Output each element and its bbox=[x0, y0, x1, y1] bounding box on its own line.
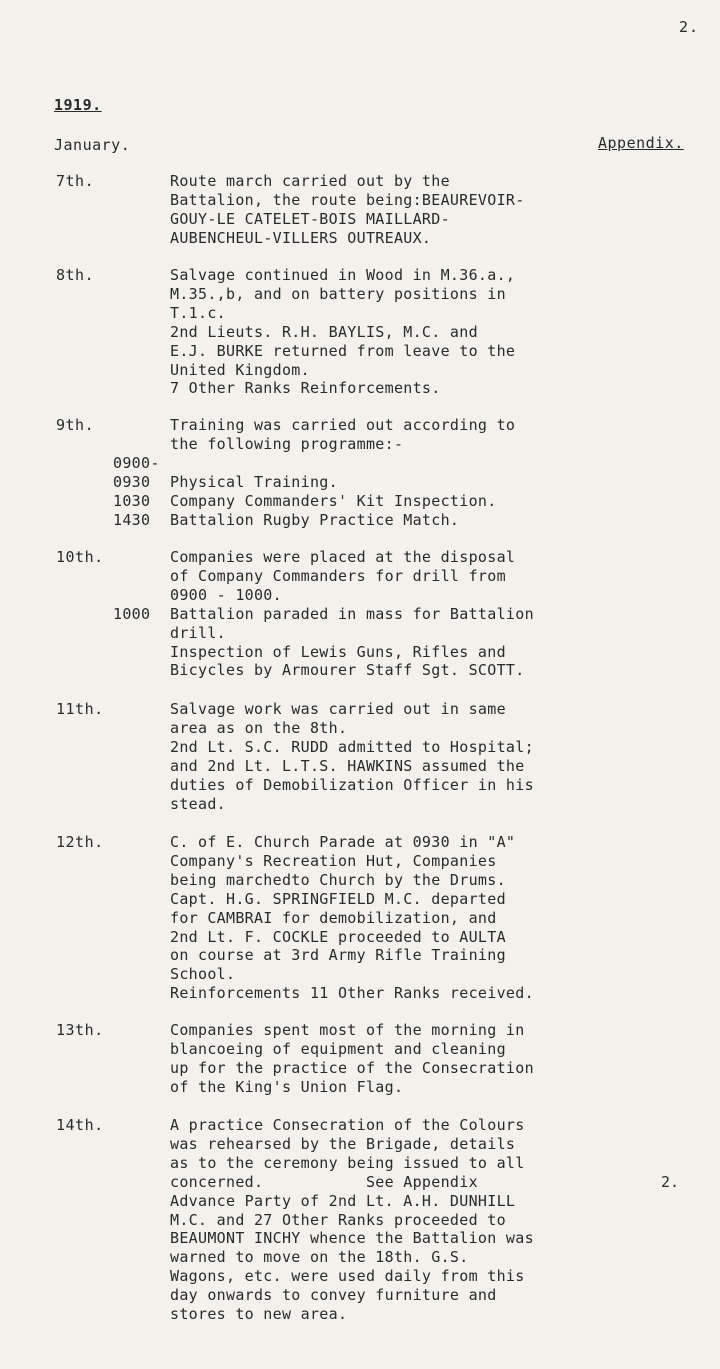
entry-text-line: Capt. H.G. SPRINGFIELD M.C. departed bbox=[170, 889, 506, 908]
entry-text-line: GOUY-LE CATELET-BOIS MAILLARD- bbox=[170, 209, 450, 228]
entry-text-line: Salvage continued in Wood in M.36.a., bbox=[170, 266, 516, 284]
entry-text-line: Training was carried out according to bbox=[170, 416, 516, 434]
entry-text-line: Battalion Rugby Practice Match. bbox=[170, 510, 460, 529]
entry-text-line: for CAMBRAI for demobilization, and bbox=[170, 908, 497, 927]
entry-time: 1430 bbox=[113, 510, 151, 529]
entry-text-line: Advance Party of 2nd Lt. A.H. DUNHILL bbox=[170, 1191, 516, 1210]
entry-text-line: of the King's Union Flag. bbox=[170, 1077, 404, 1096]
entry-time: 0900- bbox=[113, 453, 160, 472]
entry-text-line: of Company Commanders for drill from bbox=[170, 566, 506, 585]
entry-text-line: Companies spent most of the morning in bbox=[170, 1021, 525, 1039]
entry-text-line: on course at 3rd Army Rifle Training bbox=[170, 946, 506, 965]
entry-text-line: Bicycles by Armourer Staff Sgt. SCOTT. bbox=[170, 661, 525, 680]
entry-text-line: E.J. BURKE returned from leave to the bbox=[170, 341, 516, 360]
entry-text-line: stead. bbox=[170, 794, 226, 813]
entry-date: 11th. bbox=[56, 700, 104, 718]
month-heading: January. bbox=[54, 136, 131, 154]
entry-time: 1000 bbox=[113, 604, 151, 623]
entry-text-line: 2nd Lieuts. R.H. BAYLIS, M.C. and bbox=[170, 322, 478, 341]
entry-text-line: blancoeing of equipment and cleaning bbox=[170, 1039, 506, 1058]
entry-text-line: 2nd Lt. F. COCKLE proceeded to AULTA bbox=[170, 927, 506, 946]
entry-text-line: Wagons, etc. were used daily from this bbox=[170, 1267, 525, 1286]
entry-date: 12th. bbox=[56, 833, 104, 851]
entry-text-line: School. bbox=[170, 965, 236, 984]
entry-text-line: duties of Demobilization Officer in his bbox=[170, 775, 534, 794]
entry-text-line: Battalion paraded in mass for Battalion bbox=[170, 604, 534, 623]
entry-text-line: Company Commanders' Kit Inspection. bbox=[170, 491, 497, 510]
entry-text-line: stores to new area. bbox=[170, 1305, 348, 1323]
entry-date: 7th. bbox=[56, 172, 95, 190]
entry-date: 10th. bbox=[56, 548, 104, 566]
entry-date: 13th. bbox=[56, 1021, 104, 1039]
entry-text-line: Salvage work was carried out in same bbox=[170, 700, 506, 718]
entry-text-line: as to the ceremony being issued to all bbox=[170, 1153, 525, 1172]
entry-text-line: warned to move on the 18th. G.S. bbox=[170, 1248, 469, 1267]
entry-text-line: Companies were placed at the disposal bbox=[170, 548, 516, 566]
entry-text-line: United Kingdom. bbox=[170, 360, 310, 379]
entry-text-line: concerned. See Appendix bbox=[170, 1172, 478, 1191]
appendix-column-heading: Appendix. bbox=[598, 134, 684, 152]
entry-text-line: BEAUMONT INCHY whence the Battalion was bbox=[170, 1229, 534, 1248]
entry-text-line: day onwards to convey furniture and bbox=[170, 1286, 497, 1305]
entry-text-line: drill. bbox=[170, 623, 226, 642]
entry-text-line: and 2nd Lt. L.T.S. HAWKINS assumed the bbox=[170, 756, 525, 775]
appendix-reference: 2. bbox=[661, 1172, 680, 1191]
entry-text-line: C. of E. Church Parade at 0930 in "A" bbox=[170, 833, 516, 851]
entry-text-line: 7 Other Ranks Reinforcements. bbox=[170, 379, 441, 398]
entry-date: 9th. bbox=[56, 416, 95, 434]
entry-text-line: 0900 - 1000. bbox=[170, 585, 282, 604]
entry-text-line: being marchedto Church by the Drums. bbox=[170, 870, 506, 889]
entry-text-line: Reinforcements 11 Other Ranks received. bbox=[170, 984, 534, 1003]
entry-text-line: AUBENCHEUL-VILLERS OUTREAUX. bbox=[170, 228, 432, 247]
year-heading: 1919. bbox=[54, 96, 102, 114]
entry-text-line: the following programme:- bbox=[170, 434, 404, 453]
entry-text-line: M.35.,b, and on battery positions in bbox=[170, 284, 506, 303]
entry-text-line: was rehearsed by the Brigade, details bbox=[170, 1134, 516, 1153]
entry-date: 8th. bbox=[56, 266, 95, 284]
entry-text-line: Battalion, the route being:BEAUREVOIR- bbox=[170, 190, 525, 209]
entry-time: 1030 bbox=[113, 491, 151, 510]
entry-date: 14th. bbox=[56, 1116, 104, 1134]
entry-text-line: Physical Training. bbox=[170, 472, 338, 491]
entry-text-line: Company's Recreation Hut, Companies bbox=[170, 851, 497, 870]
entry-text-line: Inspection of Lewis Guns, Rifles and bbox=[170, 642, 506, 661]
entry-text-line: 2nd Lt. S.C. RUDD admitted to Hospital; bbox=[170, 737, 534, 756]
entry-text-line: T.1.c. bbox=[170, 303, 226, 322]
entry-text-line: area as on the 8th. bbox=[170, 718, 348, 737]
entry-time: 0930 bbox=[113, 472, 151, 491]
page-number: 2. bbox=[679, 18, 700, 36]
entry-text-line: A practice Consecration of the Colours bbox=[170, 1116, 525, 1134]
entry-text-line: Route march carried out by the bbox=[170, 172, 450, 190]
entry-text-line: M.C. and 27 Other Ranks proceeded to bbox=[170, 1210, 506, 1229]
entry-text-line: up for the practice of the Consecration bbox=[170, 1058, 534, 1077]
